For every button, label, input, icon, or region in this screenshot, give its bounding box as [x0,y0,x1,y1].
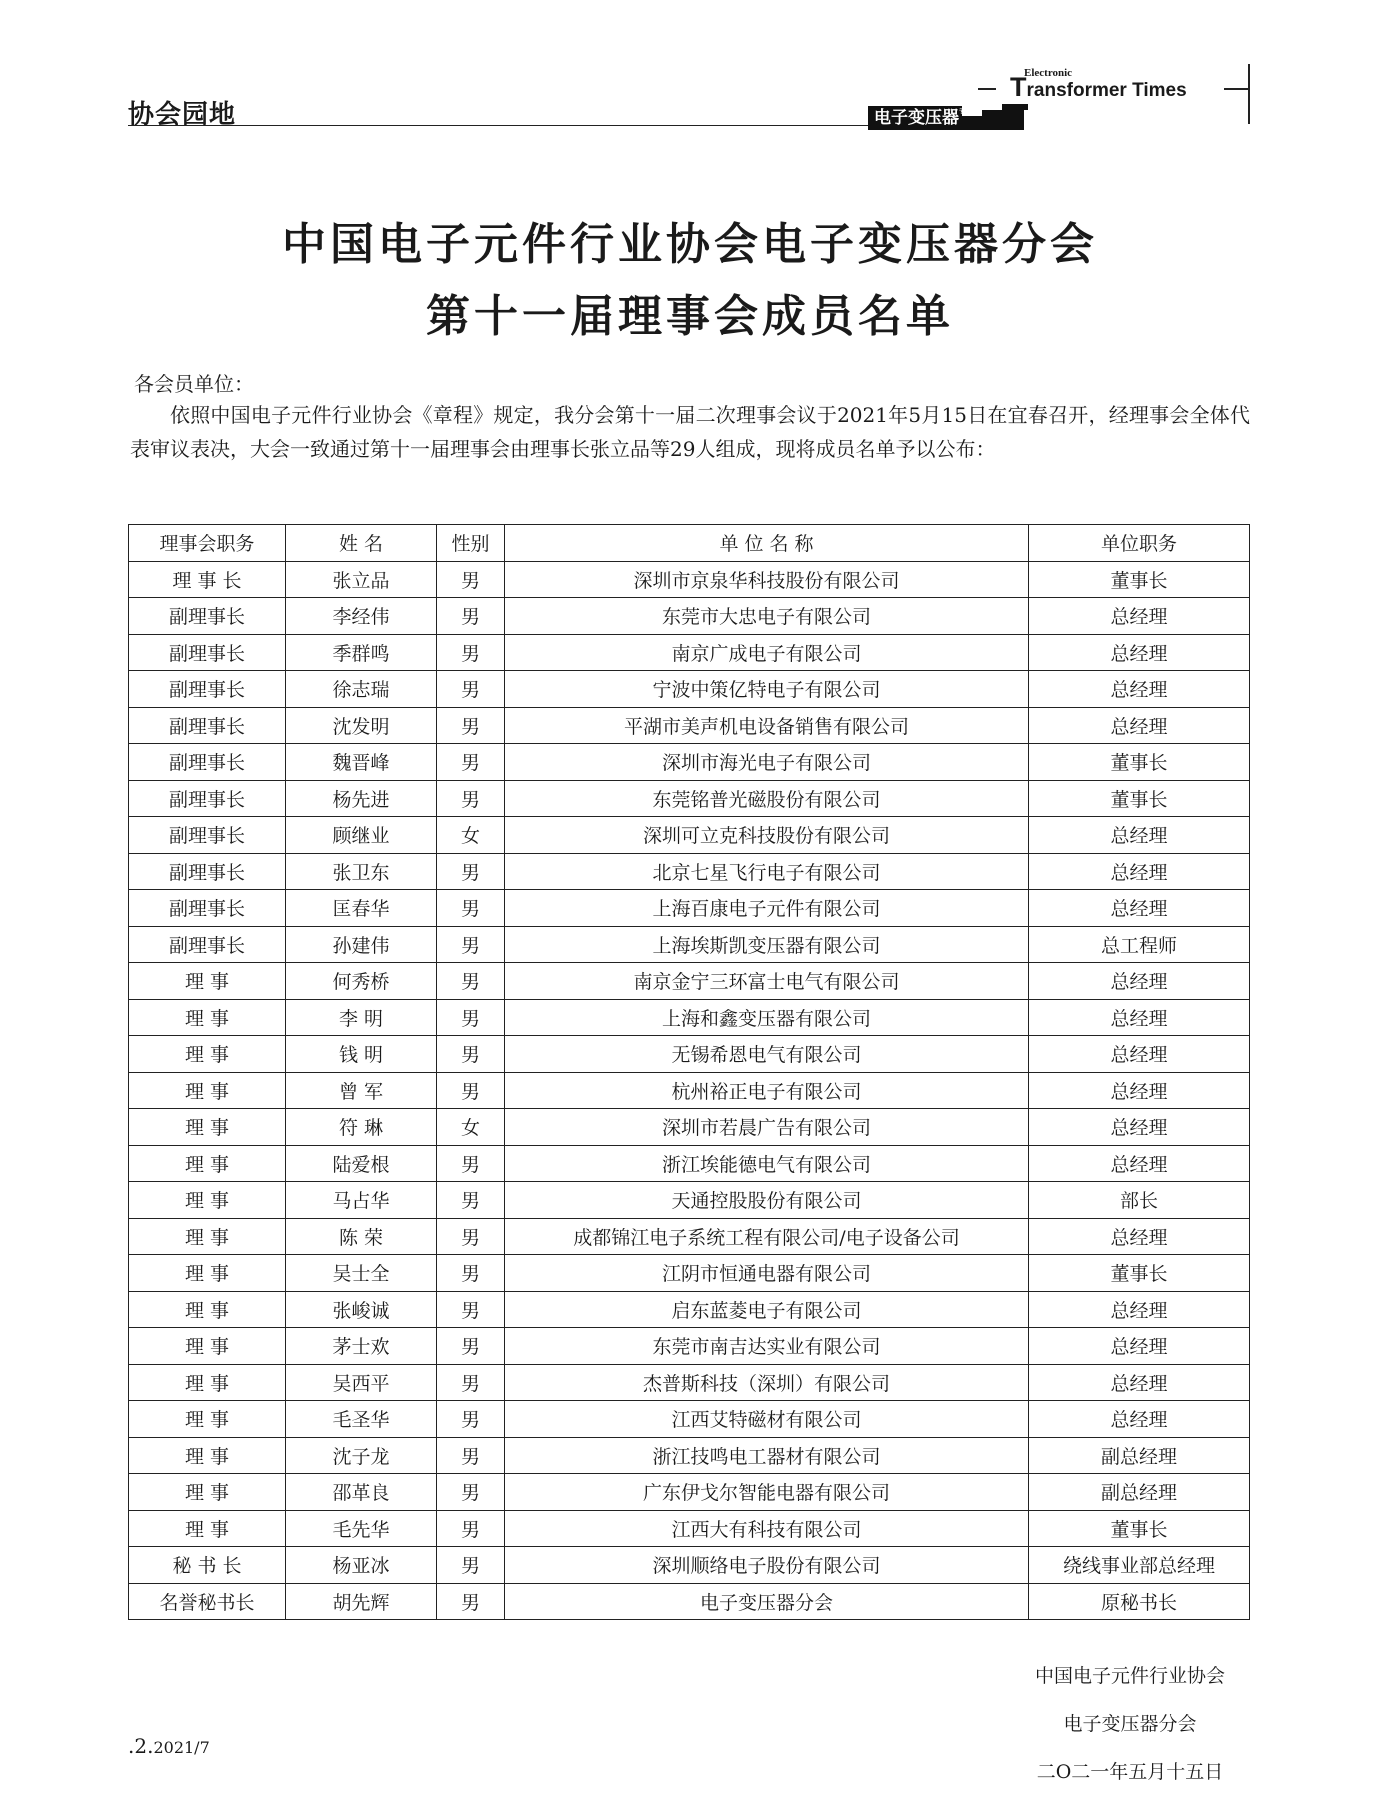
cell-title: 副总经理 [1029,1437,1250,1474]
col-header-position: 理事会职务 [129,525,286,562]
cell-company: 东莞铭普光磁股份有限公司 [505,780,1029,817]
brand-step [1024,104,1028,110]
table-row [129,707,1250,744]
cell-company: 上海埃斯凯变压器有限公司 [505,926,1029,963]
cell-company: 成都锦江电子系统工程有限公司/电子设备公司 [505,1218,1029,1255]
cell-gender: 男 [437,1547,505,1584]
table-row [129,1474,1250,1511]
cell-position: 名誉秘书长 [129,1583,286,1620]
cell-gender: 男 [437,561,505,598]
cell-gender: 男 [437,1474,505,1511]
cell-company: 平湖市美声机电设备销售有限公司 [505,707,1029,744]
cell-name: 徐志瑞 [286,671,437,708]
cell-company: 电子变压器分会 [505,1583,1029,1620]
cell-gender: 男 [437,1328,505,1365]
cell-position: 副理事长 [129,671,286,708]
cell-title: 总工程师 [1029,926,1250,963]
cell-position: 理 事 [129,1364,286,1401]
cell-position: 理 事 [129,1255,286,1292]
table-row [129,853,1250,890]
council-roster-table [128,524,1250,1620]
cell-name: 毛先华 [286,1510,437,1547]
cell-title: 总经理 [1029,1328,1250,1365]
table-row [129,999,1250,1036]
cell-company: 上海和鑫变压器有限公司 [505,999,1029,1036]
cell-gender: 男 [437,1583,505,1620]
cell-position: 理 事 [129,1437,286,1474]
table-row [129,1401,1250,1438]
cell-gender: 男 [437,890,505,927]
cell-company: 杭州裕正电子有限公司 [505,1072,1029,1109]
table-row [129,1364,1250,1401]
signature-branch: 电子变压器分会 [1063,1713,1197,1735]
table-row [129,963,1250,1000]
cell-title: 绕线事业部总经理 [1029,1547,1250,1584]
cell-position: 副理事长 [129,890,286,927]
masthead-dash-right [1224,88,1248,90]
cell-name: 陈 荣 [286,1218,437,1255]
cell-company: 北京七星飞行电子有限公司 [505,853,1029,890]
page-footer [128,1734,210,1758]
cell-company: 南京广成电子有限公司 [505,634,1029,671]
cell-position: 理 事 [129,999,286,1036]
col-header-company: 单 位 名 称 [505,525,1029,562]
cell-gender: 男 [437,1182,505,1219]
cell-position: 理 事 [129,1036,286,1073]
cell-title: 副总经理 [1029,1474,1250,1511]
cell-position: 副理事长 [129,744,286,781]
cell-company: 杰普斯科技（深圳）有限公司 [505,1364,1029,1401]
cell-company: 东莞市大忠电子有限公司 [505,598,1029,635]
cell-title: 总经理 [1029,671,1250,708]
table-row [129,926,1250,963]
cell-position: 理 事 长 [129,561,286,598]
cell-company: 上海百康电子元件有限公司 [505,890,1029,927]
cell-position: 副理事长 [129,707,286,744]
cell-name: 钱 明 [286,1036,437,1073]
cell-name: 茅士欢 [286,1328,437,1365]
cell-gender: 男 [437,1291,505,1328]
cell-company: 江西大有科技有限公司 [505,1510,1029,1547]
signature-org: 中国电子元件行业协会 [1034,1665,1225,1687]
cell-position: 理 事 [129,1218,286,1255]
cell-position: 理 事 [129,1328,286,1365]
cell-name: 杨先进 [286,780,437,817]
table-row [129,780,1250,817]
salutation: 各会员单位： [134,372,254,396]
table-row [129,1437,1250,1474]
cell-name: 顾继业 [286,817,437,854]
cell-name: 杨亚冰 [286,1547,437,1584]
table-header-row [129,525,1250,562]
cell-position: 理 事 [129,1145,286,1182]
cell-position: 理 事 [129,1510,286,1547]
cell-gender: 男 [437,707,505,744]
cell-company: 宁波中策亿特电子有限公司 [505,671,1029,708]
table-row [129,1547,1250,1584]
cell-name: 张立品 [286,561,437,598]
table-row [129,634,1250,671]
cell-title: 董事长 [1029,561,1250,598]
table-row [129,1036,1250,1073]
cell-company: 浙江埃能德电气有限公司 [505,1145,1029,1182]
cell-name: 李 明 [286,999,437,1036]
table-row [129,744,1250,781]
cell-title: 总经理 [1029,634,1250,671]
cell-title: 总经理 [1029,1218,1250,1255]
cell-gender: 男 [437,963,505,1000]
cell-position: 理 事 [129,1474,286,1511]
cell-name: 沈发明 [286,707,437,744]
cell-position: 理 事 [129,1291,286,1328]
section-label: 协会园地 [128,100,237,130]
cell-title: 总经理 [1029,999,1250,1036]
table-row [129,1072,1250,1109]
cell-title: 董事长 [1029,744,1250,781]
cell-gender: 男 [437,744,505,781]
brand-step [1002,104,1024,130]
cell-position: 秘 书 长 [129,1547,286,1584]
cell-name: 毛圣华 [286,1401,437,1438]
cell-name: 张峻诚 [286,1291,437,1328]
cell-title: 总经理 [1029,890,1250,927]
cell-gender: 男 [437,1218,505,1255]
cell-position: 副理事长 [129,780,286,817]
cell-title: 总经理 [1029,817,1250,854]
cell-position: 副理事长 [129,598,286,635]
signature-date: 二O二一年五月十五日 [1036,1761,1224,1783]
table-row [129,1109,1250,1146]
cell-title: 总经理 [1029,1145,1250,1182]
cell-name: 邵革良 [286,1474,437,1511]
cell-company: 无锡希恩电气有限公司 [505,1036,1029,1073]
cell-name: 吴西平 [286,1364,437,1401]
cell-name: 吴士全 [286,1255,437,1292]
masthead-title-initial: T [1010,72,1027,102]
table-row [129,890,1250,927]
cell-gender: 女 [437,1109,505,1146]
cell-company: 启东蓝菱电子有限公司 [505,1291,1029,1328]
col-header-title: 单位职务 [1029,525,1250,562]
cell-title: 董事长 [1029,1510,1250,1547]
cell-name: 李经伟 [286,598,437,635]
cell-name: 张卫东 [286,853,437,890]
cell-title: 总经理 [1029,1109,1250,1146]
cell-position: 副理事长 [129,926,286,963]
cell-gender: 男 [437,1510,505,1547]
cell-company: 深圳顺络电子股份有限公司 [505,1547,1029,1584]
page-title-line2: 第十一届理事会成员名单 [426,291,954,342]
table-row [129,1255,1250,1292]
cell-company: 深圳市若晨广告有限公司 [505,1109,1029,1146]
cell-title: 董事长 [1029,1255,1250,1292]
cell-title: 总经理 [1029,1401,1250,1438]
cell-gender: 男 [437,1401,505,1438]
cell-title: 董事长 [1029,780,1250,817]
brand-logo-text: 电子变压器 [874,108,959,128]
cell-name: 马占华 [286,1182,437,1219]
cell-position: 理 事 [129,963,286,1000]
cell-position: 副理事长 [129,853,286,890]
masthead-title-rest: ransformer Times [1026,80,1187,101]
cell-title: 总经理 [1029,1291,1250,1328]
cell-gender: 男 [437,634,505,671]
page-number: .2. [128,1734,154,1758]
cell-gender: 男 [437,1036,505,1073]
masthead-dash-left [978,88,996,90]
cell-title: 总经理 [1029,963,1250,1000]
cell-position: 副理事长 [129,634,286,671]
header-rule [128,125,876,126]
table-row [129,817,1250,854]
col-header-name: 姓 名 [286,525,437,562]
cell-name: 孙建伟 [286,926,437,963]
table-row [129,1328,1250,1365]
cell-company: 天通控股股份有限公司 [505,1182,1029,1219]
cell-company: 江阴市恒通电器有限公司 [505,1255,1029,1292]
cell-gender: 女 [437,817,505,854]
cell-title: 总经理 [1029,707,1250,744]
cell-name: 陆爱根 [286,1145,437,1182]
cell-position: 理 事 [129,1109,286,1146]
cell-company: 深圳市京泉华科技股份有限公司 [505,561,1029,598]
cell-gender: 男 [437,1364,505,1401]
cell-title: 总经理 [1029,1072,1250,1109]
table-row [129,671,1250,708]
cell-gender: 男 [437,1145,505,1182]
table-row [129,1145,1250,1182]
cell-gender: 男 [437,1072,505,1109]
table-row [129,1510,1250,1547]
table-row [129,1182,1250,1219]
cell-name: 魏晋峰 [286,744,437,781]
cell-title: 总经理 [1029,853,1250,890]
table-row [129,1291,1250,1328]
cell-name: 季群鸣 [286,634,437,671]
cell-name: 胡先辉 [286,1583,437,1620]
cell-company: 深圳市海光电子有限公司 [505,744,1029,781]
cell-company: 深圳可立克科技股份有限公司 [505,817,1029,854]
cell-name: 何秀桥 [286,963,437,1000]
brand-logo [868,106,975,130]
cell-title: 部长 [1029,1182,1250,1219]
cell-company: 浙江技鸣电工器材有限公司 [505,1437,1029,1474]
cell-title: 总经理 [1029,598,1250,635]
col-header-gender: 性别 [437,525,505,562]
cell-gender: 男 [437,598,505,635]
cell-name: 曾 军 [286,1072,437,1109]
cell-title: 原秘书长 [1029,1583,1250,1620]
cell-name: 符 琳 [286,1109,437,1146]
cell-company: 广东伊戈尔智能电器有限公司 [505,1474,1029,1511]
cell-company: 江西艾特磁材有限公司 [505,1401,1029,1438]
cell-title: 总经理 [1029,1364,1250,1401]
brand-step [982,110,1002,130]
cell-position: 理 事 [129,1072,286,1109]
table-body [129,561,1250,1620]
table-row [129,1583,1250,1620]
cell-position: 理 事 [129,1401,286,1438]
masthead-title [1010,72,1187,103]
table-row [129,561,1250,598]
cell-name: 匡春华 [286,890,437,927]
cell-gender: 男 [437,999,505,1036]
brand-step [962,116,982,130]
cell-gender: 男 [437,1255,505,1292]
cell-gender: 男 [437,926,505,963]
page-title-line1: 中国电子元件行业协会电子变压器分会 [282,219,1098,270]
brand-logo-suffix: 专辑 [959,107,975,116]
table-row [129,598,1250,635]
cell-position: 理 事 [129,1182,286,1219]
cell-company: 南京金宁三环富士电气有限公司 [505,963,1029,1000]
table-row [129,1218,1250,1255]
cell-name: 沈子龙 [286,1437,437,1474]
intro-paragraph: 依照中国电子元件行业协会《章程》规定，我分会第十一届二次理事会议于2021年5月15日在宜春召开，经理事会全体代表审议表决，大会一致通过第十一届理事会由理事长张立品等29人组成，现将成员名单予以公布： [130,403,1250,461]
cell-title: 总经理 [1029,1036,1250,1073]
cell-gender: 男 [437,1437,505,1474]
cell-company: 东莞市南吉达实业有限公司 [505,1328,1029,1365]
masthead-electronic: Electronic [1024,67,1073,79]
signature-block [990,1640,1270,1808]
cell-gender: 男 [437,853,505,890]
cell-gender: 男 [437,671,505,708]
cell-position: 副理事长 [129,817,286,854]
issue-number: 2021/7 [153,1738,210,1757]
cell-gender: 男 [437,780,505,817]
